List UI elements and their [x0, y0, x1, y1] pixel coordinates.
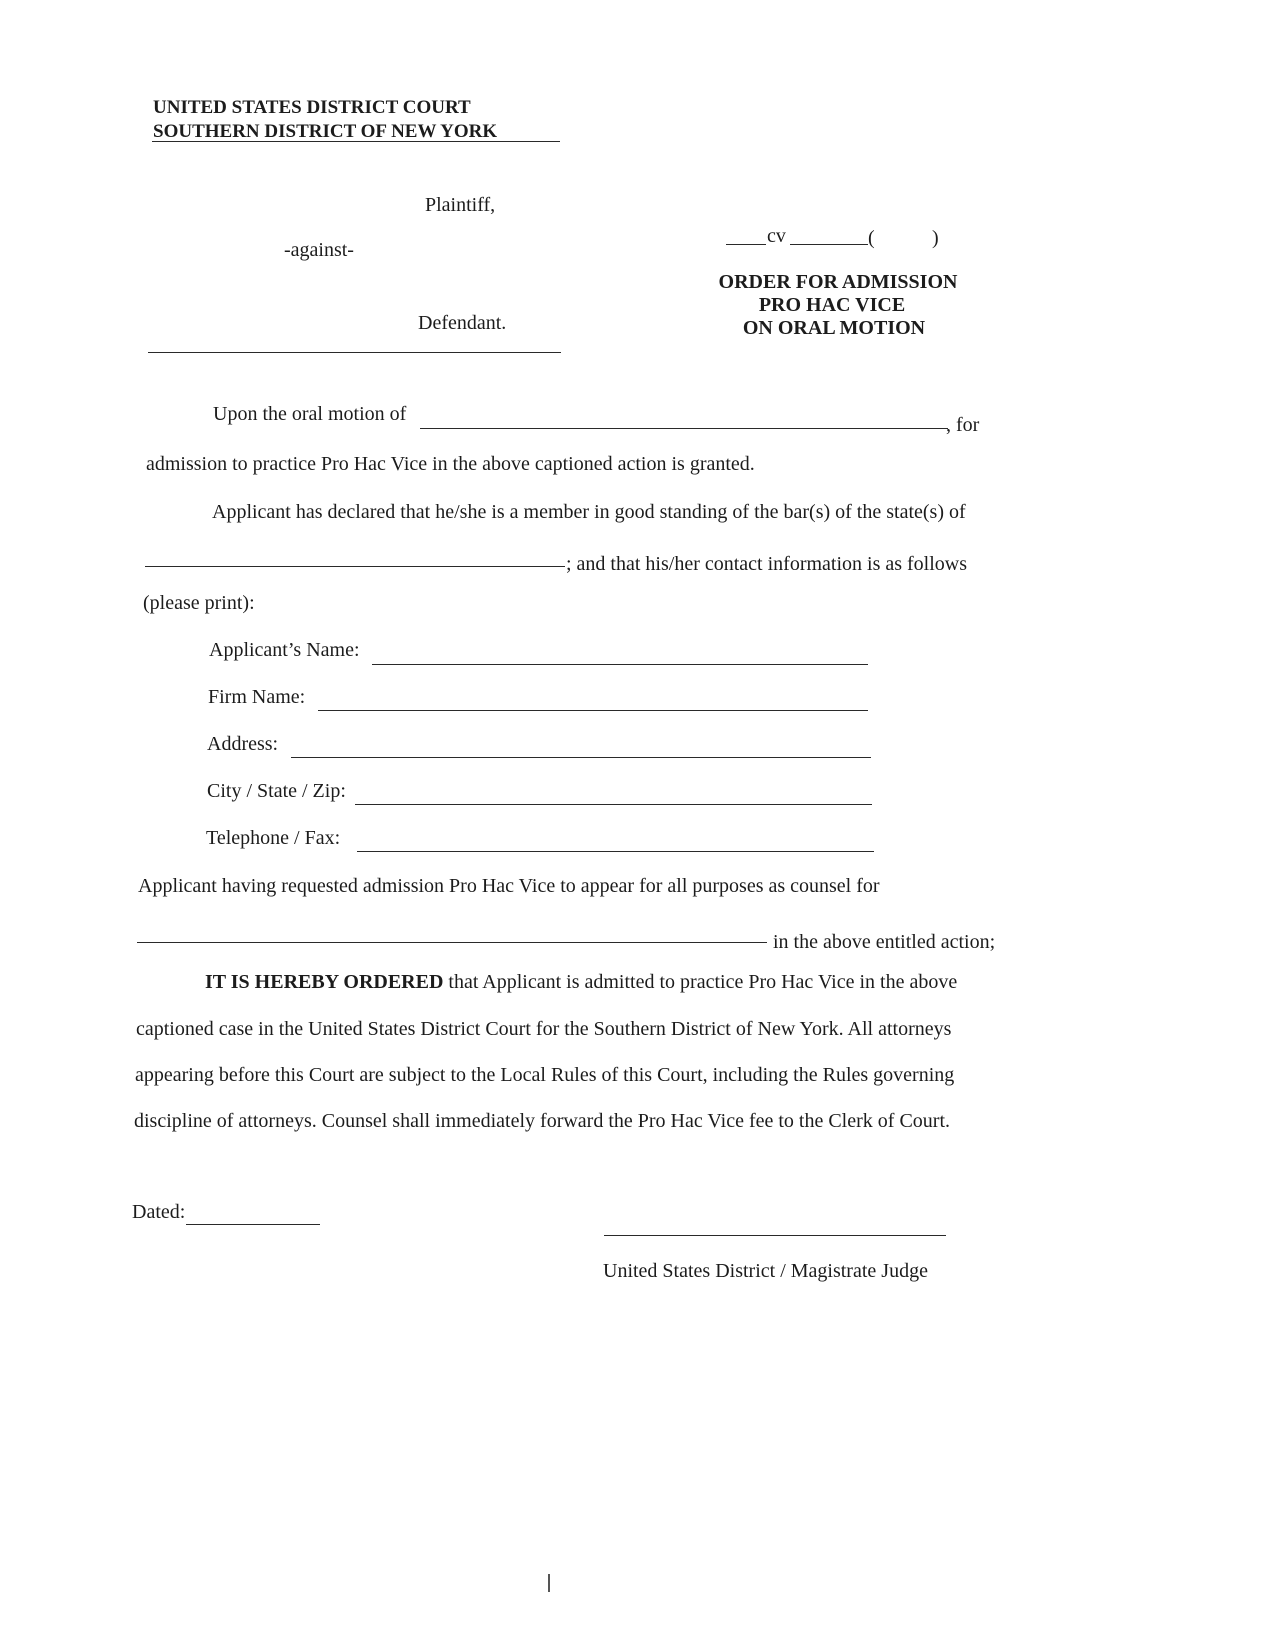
dated-label: Dated: [132, 1201, 186, 1223]
motion-suffix: , for [946, 414, 980, 436]
firm-name-field[interactable] [318, 710, 868, 711]
order-line3: appearing before this Court are subject to the Local Rules of this Court, including the Rules governing [135, 1064, 955, 1086]
judge-signature-line[interactable] [604, 1235, 946, 1236]
telephone-fax-field[interactable] [357, 851, 874, 852]
judge-title: United States District / Magistrate Judge [603, 1260, 928, 1282]
contact-suffix: ; and that his/her contact information is as follows [566, 553, 968, 575]
city-state-zip-field[interactable] [355, 804, 872, 805]
scan-artifact-mark [548, 1574, 550, 1592]
firm-name-label: Firm Name: [208, 686, 306, 708]
order-line1 [205, 970, 957, 994]
order-title-line2: PRO HAC VICE [758, 294, 906, 316]
client-name-blank[interactable] [137, 942, 767, 943]
case-cv-label: cv [767, 225, 786, 247]
city-state-zip-label: City / State / Zip: [207, 780, 346, 802]
order-title-line1: ORDER FOR ADMISSION [718, 271, 958, 293]
case-year-blank[interactable] [726, 244, 766, 245]
applicant-name-label: Applicant’s Name: [209, 639, 360, 661]
court-name: UNITED STATES DISTRICT COURT [153, 97, 471, 118]
counsel-requested-line: Applicant having requested admission Pro Hac Vice to appear for all purposes as counsel for [138, 875, 880, 897]
granted-line: admission to practice Pro Hac Vice in the above captioned action is granted. [146, 453, 755, 475]
address-label: Address: [207, 733, 279, 755]
movant-name-blank[interactable] [420, 428, 948, 429]
please-print: (please print): [143, 592, 255, 614]
dated-field[interactable] [186, 1224, 320, 1225]
case-judge-paren-close: ) [932, 227, 939, 249]
plaintiff-label: Plaintiff, [425, 194, 496, 216]
hereby-ordered: IT IS HEREBY ORDERED [205, 971, 444, 993]
motion-prefix: Upon the oral motion of [213, 403, 407, 425]
declared-line: Applicant has declared that he/she is a member in good standing of the bar(s) of the state(s) of [212, 501, 966, 523]
order-line2: captioned case in the United States District Court for the Southern District of New York. All attorneys [136, 1018, 952, 1040]
caption-bottom-line [148, 352, 561, 353]
telephone-fax-label: Telephone / Fax: [206, 827, 341, 849]
order-line1-rest: that Applicant is admitted to practice Pro Hac Vice in the above [443, 971, 958, 993]
court-district: SOUTHERN DISTRICT OF NEW YORK [153, 121, 498, 142]
entitled-action-suffix: in the above entitled action; [773, 931, 996, 953]
address-field[interactable] [291, 757, 871, 758]
bar-states-blank[interactable] [145, 566, 565, 567]
defendant-label: Defendant. [418, 312, 507, 334]
against-label: -against- [284, 239, 354, 261]
case-number-blank[interactable] [790, 244, 868, 245]
court-district-underline [152, 141, 560, 142]
order-line4: discipline of attorneys. Counsel shall immediately forward the Pro Hac Vice fee to the Clerk of Court. [134, 1110, 950, 1132]
applicant-name-field[interactable] [372, 664, 868, 665]
case-judge-paren-open: ( [868, 227, 875, 249]
order-title-line3: ON ORAL MOTION [742, 317, 926, 339]
